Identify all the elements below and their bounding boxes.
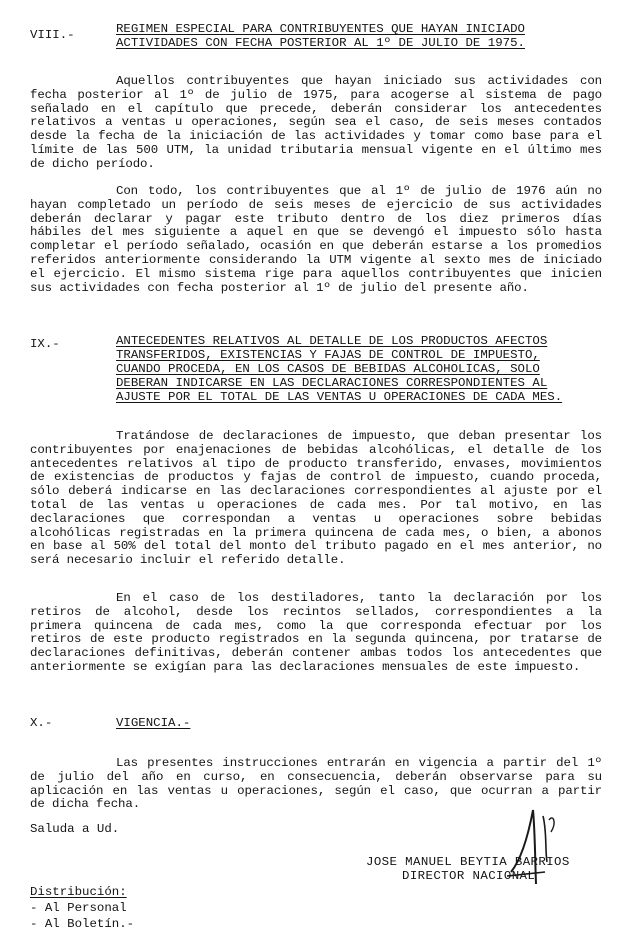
section-viii-heading-line: ACTIVIDADES CON FECHA POSTERIOR AL 1º DE JULIO DE 1975. [116,36,525,50]
section-ix-number: IX.- [30,337,60,351]
distribution-item: - Al Personal [30,901,127,915]
signature-name: JOSE MANUEL BEYTIA BARRIOS [366,855,570,869]
section-viii-heading [116,22,596,50]
section-viii-paragraph-1: Aquellos contribuyentes que hayan iniciado sus actividades con fecha posterior al 1º de julio de 1975, para acogerse al sistema de pago señalado en el capítulo que precede, deberán considerar los antecedentes relativos a ventas u operaciones, según sea el caso, de seis meses contados desde la fecha de la iniciación de las actividades y tomar como base para el límite de las 500 UTM, la unidad tributaria mensual vigente en el último mes de dicho período. [30,74,602,171]
signature-title: DIRECTOR NACIONAL [402,869,536,883]
section-ix-heading-line: CUANDO PROCEDA, EN LOS CASOS DE BEBIDAS ALCOHOLICAS, SOLO [116,362,540,376]
section-ix-heading-line: TRANSFERIDOS, EXISTENCIAS Y FAJAS DE CONTROL DE IMPUESTO, [116,348,540,362]
section-viii-paragraph-2: Con todo, los contribuyentes que al 1º de julio de 1976 aún no hayan completado un período de seis meses de ejercicio de sus actividades deberán declarar y pagar este tributo dentro de los diez primeros días hábiles del mes siguiente a aquel en que se devengó el impuesto sólo hasta completar el período señalado, ocasión en que deberán estarse a los promedios referidos anteriormente considerando la UTM vigente al sexto mes de iniciado el ejercicio. El mismo sistema rige para aquellos contribuyentes que inicien sus actividades con fecha posterior al 1º de julio del presente año. [30,184,602,295]
closing-salutation: Saluda a Ud. [30,822,120,836]
section-ix-heading [116,334,616,404]
section-x-heading: VIGENCIA.- [116,716,191,730]
section-ix-paragraph-2: En el caso de los destiladores, tanto la declaración por los retiros de alcohol, desde los recintos sellados, correspondientes a la primera quincena de cada mes, como la que corresponda efectuar por los retiros de este producto registrados en la segunda quincena, por tratarse de declaraciones definitivas, deberán contener ambas todos los antecedentes que anteriormente se exigían para las declaraciones mensuales de este impuesto. [30,591,602,674]
distribution-item: - Al Boletín.- [30,917,135,931]
section-ix-paragraph-1: Tratándose de declaraciones de impuesto, que deban presentar los contribuyentes por enajenaciones de bebidas alcohólicas, el detalle de los antecedentes relativos al tipo de producto transferido, envases, movimientos de existencias de productos y fajas de control de impuesto, cuando proceda, sólo deberá indicarse en las declaraciones correspondientes al ajuste por el total de las ventas u operaciones de cada mes. Por tal motivo, en las declaraciones que correspondan a ventas u operaciones sobre bebidas alcohólicas registradas en la primera quincena de cada mes, o bien, a abonos en base al 50% del total del monto del tributo pagado en el mes anterior, no será necesario incluir el referido detalle. [30,429,602,568]
distribution-heading: Distribución: [30,885,127,899]
section-viii-heading-line: REGIMEN ESPECIAL PARA CONTRIBUYENTES QUE HAYAN INICIADO [116,22,525,36]
section-ix-heading-line: ANTECEDENTES RELATIVOS AL DETALLE DE LOS PRODUCTOS AFECTOS [116,334,548,348]
section-ix-heading-line: AJUSTE POR EL TOTAL DE LAS VENTAS U OPERACIONES DE CADA MES. [116,390,563,404]
section-ix-heading-line: DEBERAN INDICARSE EN LAS DECLARACIONES CORRESPONDIENTES AL [116,376,548,390]
section-x-paragraph: Las presentes instrucciones entrarán en vigencia a partir del 1º de julio del año en curso, en consecuencia, deberán observarse para su aplicación en las ventas u operaciones, según el caso, que ocurran a partir de dicha fecha. [30,756,602,812]
section-x-number: X.- [30,716,53,730]
section-viii-number: VIII.- [30,28,75,42]
